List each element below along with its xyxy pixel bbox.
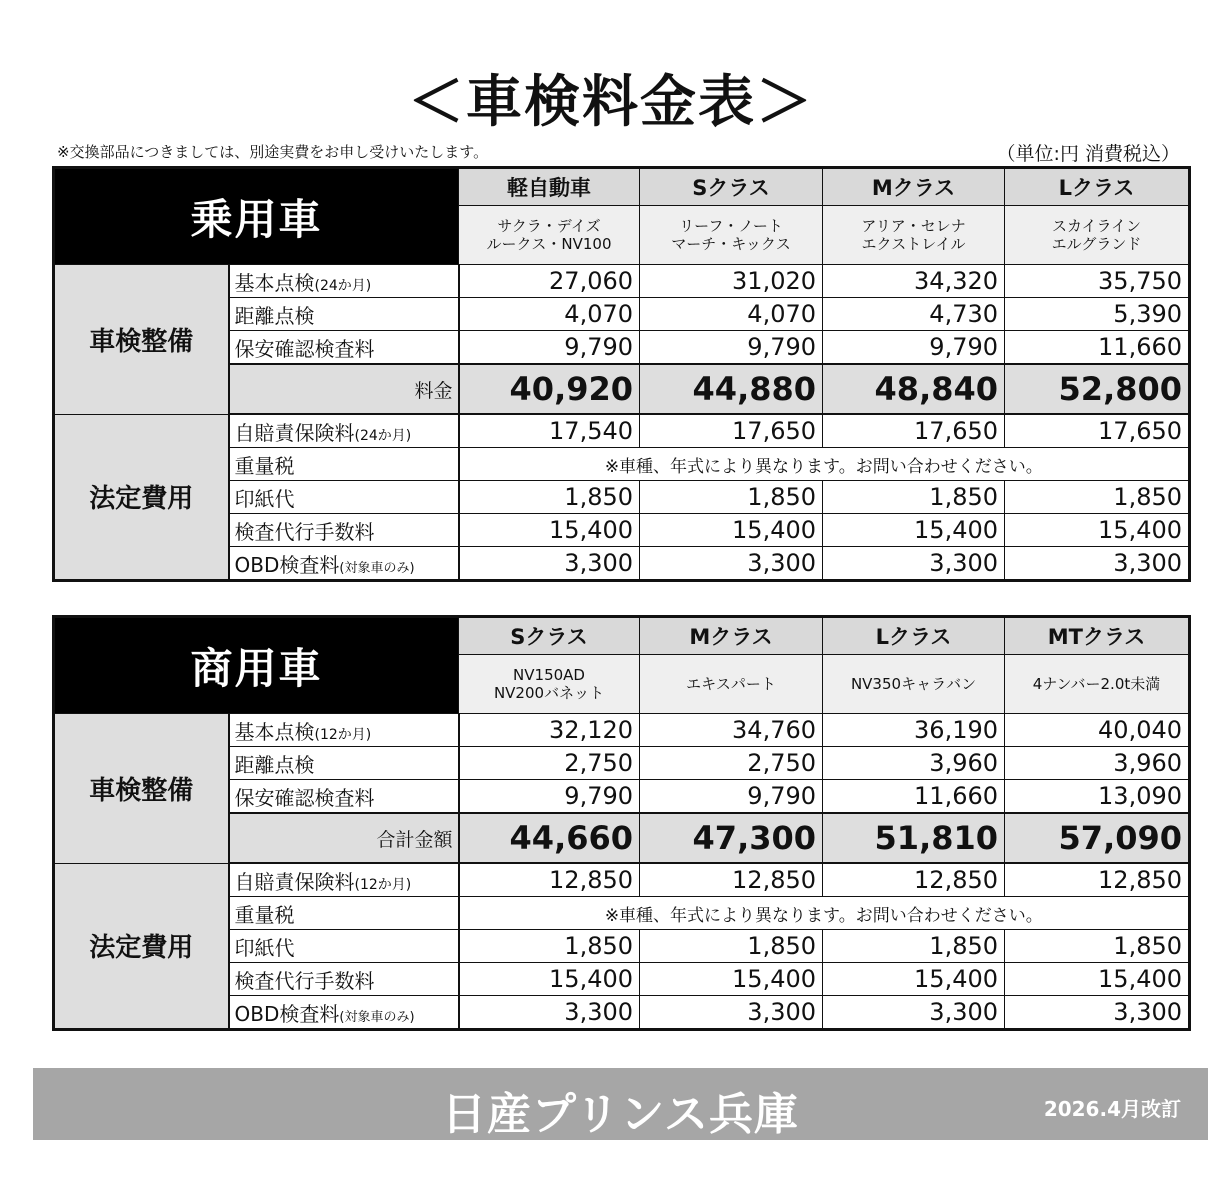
price-cell: 15,400	[459, 514, 640, 547]
price-cell: 15,400	[640, 514, 823, 547]
price-cell: 12,850	[640, 863, 823, 897]
row-label-text: OBD検査料	[234, 1001, 340, 1026]
row-label-text: 保安確認検査料	[234, 336, 375, 361]
price-cell: 34,760	[640, 714, 823, 747]
price-cell: 9,790	[640, 780, 823, 814]
price-table	[52, 166, 1191, 582]
price-cell: 9,790	[459, 780, 640, 814]
price-cell: 36,190	[823, 714, 1005, 747]
price-cell: 17,650	[823, 414, 1005, 448]
row-label-sub: (12か月)	[354, 876, 412, 893]
row-label	[229, 963, 459, 996]
model-name: NV200バネット	[493, 684, 605, 702]
row-label	[229, 265, 459, 298]
class-header: Sクラス	[459, 617, 640, 655]
price-cell: 34,320	[823, 265, 1005, 298]
row-label	[229, 331, 459, 365]
price-cell: 3,300	[640, 547, 823, 581]
row-label	[229, 714, 459, 747]
total-cell: 48,840	[823, 364, 1005, 414]
row-label	[229, 747, 459, 780]
vehicle-category: 乗用車	[54, 168, 459, 265]
model-names	[1005, 655, 1190, 714]
model-name: サクラ・デイズ	[497, 217, 601, 235]
price-cell: 11,660	[823, 780, 1005, 814]
row-label	[229, 996, 459, 1030]
price-cell: 35,750	[1005, 265, 1190, 298]
model-name: リーフ・ノート	[679, 217, 783, 235]
class-header: Sクラス	[640, 168, 823, 206]
price-cell: 15,400	[459, 963, 640, 996]
model-name: 4ナンバー2.0t未満	[1032, 675, 1161, 693]
row-label-sub: (対象車のみ)	[339, 1009, 415, 1025]
row-label-text: 自賠責保険料	[234, 869, 355, 894]
price-cell: 27,060	[459, 265, 640, 298]
row-label	[229, 514, 459, 547]
price-cell: 3,300	[459, 996, 640, 1030]
total-label: 合計金額	[229, 813, 459, 863]
price-cell: 9,790	[459, 331, 640, 365]
price-cell: 1,850	[1005, 481, 1190, 514]
row-label	[229, 897, 459, 930]
price-cell: 3,300	[823, 996, 1005, 1030]
price-cell: 15,400	[823, 514, 1005, 547]
price-cell: 13,090	[1005, 780, 1190, 814]
price-cell: 1,850	[823, 930, 1005, 963]
inquiry-note: ※車種、年式により異なります。お問い合わせください。	[459, 897, 1190, 930]
class-header: Mクラス	[823, 168, 1005, 206]
price-cell: 1,850	[823, 481, 1005, 514]
model-names	[459, 655, 640, 714]
price-cell: 1,850	[640, 930, 823, 963]
class-header: Lクラス	[1005, 168, 1190, 206]
price-cell: 17,650	[1005, 414, 1190, 448]
vehicle-category: 商用車	[54, 617, 459, 714]
group-label: 法定費用	[54, 863, 229, 1030]
model-name: ルークス・NV100	[486, 235, 612, 253]
price-cell: 31,020	[640, 265, 823, 298]
price-cell: 15,400	[640, 963, 823, 996]
row-label-text: 自賠責保険料	[234, 420, 355, 445]
parts-note: ※交換部品につきましては、別途実費をお申し受けいたします。	[57, 143, 489, 161]
row-label	[229, 863, 459, 897]
row-label-text: 距離点検	[234, 303, 315, 328]
row-label-sub: (24か月)	[354, 427, 412, 444]
price-cell: 3,300	[823, 547, 1005, 581]
footer-banner	[33, 1068, 1208, 1140]
price-cell: 40,040	[1005, 714, 1190, 747]
price-cell: 2,750	[640, 747, 823, 780]
row-label-sub: (24か月)	[314, 277, 372, 294]
price-cell: 3,960	[823, 747, 1005, 780]
price-cell: 9,790	[640, 331, 823, 365]
row-label-text: 保安確認検査料	[234, 785, 375, 810]
price-cell: 3,300	[640, 996, 823, 1030]
row-label-sub: (12か月)	[314, 726, 372, 743]
price-cell: 4,730	[823, 298, 1005, 331]
model-name: NV150AD	[513, 666, 585, 684]
total-cell: 44,880	[640, 364, 823, 414]
group-label: 車検整備	[54, 265, 229, 415]
unit-note: （単位:円 消費税込）	[996, 143, 1180, 165]
price-cell: 1,850	[1005, 930, 1190, 963]
total-label: 料金	[229, 364, 459, 414]
price-cell: 3,960	[1005, 747, 1190, 780]
price-cell: 4,070	[459, 298, 640, 331]
model-name: アリア・セレナ	[861, 217, 966, 235]
price-cell: 3,300	[1005, 547, 1190, 581]
model-names	[459, 206, 640, 265]
price-cell: 17,650	[640, 414, 823, 448]
row-label-text: 重量税	[234, 453, 295, 478]
price-cell: 12,850	[823, 863, 1005, 897]
price-cell: 1,850	[459, 481, 640, 514]
row-label-text: 重量税	[234, 902, 295, 927]
price-cell: 4,070	[640, 298, 823, 331]
row-label	[229, 930, 459, 963]
model-name: エクストレイル	[861, 235, 966, 253]
row-label	[229, 414, 459, 448]
total-cell: 52,800	[1005, 364, 1190, 414]
row-label	[229, 780, 459, 814]
class-header: 軽自動車	[459, 168, 640, 206]
row-label	[229, 298, 459, 331]
model-name: エキスパート	[686, 675, 776, 693]
price-cell: 1,850	[459, 930, 640, 963]
row-label-text: 基本点検	[234, 719, 315, 744]
revision-date: 2026.4月改訂	[1043, 1097, 1181, 1121]
model-name: スカイライン	[1051, 217, 1142, 235]
model-names	[823, 655, 1005, 714]
model-name: NV350キャラバン	[850, 675, 977, 693]
group-label: 車検整備	[54, 714, 229, 864]
model-names	[640, 655, 823, 714]
model-names	[640, 206, 823, 265]
row-label-text: 基本点検	[234, 270, 315, 295]
price-cell: 32,120	[459, 714, 640, 747]
price-cell: 9,790	[823, 331, 1005, 365]
total-cell: 57,090	[1005, 813, 1190, 863]
price-cell: 5,390	[1005, 298, 1190, 331]
group-label: 法定費用	[54, 414, 229, 581]
row-label	[229, 448, 459, 481]
price-cell: 12,850	[459, 863, 640, 897]
total-cell: 44,660	[459, 813, 640, 863]
row-label-text: OBD検査料	[234, 552, 340, 577]
model-name: エルグランド	[1051, 235, 1142, 253]
price-cell: 1,850	[640, 481, 823, 514]
row-label-text: 距離点検	[234, 752, 315, 777]
page-title: ＜車検料金表＞	[408, 70, 814, 135]
price-table	[52, 615, 1191, 1031]
row-label-text: 検査代行手数料	[234, 968, 375, 993]
row-label-text: 印紙代	[234, 486, 295, 511]
row-label-sub: (対象車のみ)	[339, 560, 415, 576]
row-label-text: 印紙代	[234, 935, 295, 960]
inquiry-note: ※車種、年式により異なります。お問い合わせください。	[459, 448, 1190, 481]
price-cell: 11,660	[1005, 331, 1190, 365]
class-header: Mクラス	[640, 617, 823, 655]
total-cell: 51,810	[823, 813, 1005, 863]
price-cell: 15,400	[823, 963, 1005, 996]
class-header: MTクラス	[1005, 617, 1190, 655]
price-cell: 17,540	[459, 414, 640, 448]
dealer-brand: 日産プリンス兵庫	[442, 1089, 799, 1140]
row-label-text: 検査代行手数料	[234, 519, 375, 544]
model-names	[1005, 206, 1190, 265]
price-cell: 12,850	[1005, 863, 1190, 897]
price-cell: 2,750	[459, 747, 640, 780]
row-label	[229, 481, 459, 514]
price-cell: 3,300	[1005, 996, 1190, 1030]
row-label	[229, 547, 459, 581]
total-cell: 40,920	[459, 364, 640, 414]
total-cell: 47,300	[640, 813, 823, 863]
model-names	[823, 206, 1005, 265]
price-cell: 15,400	[1005, 963, 1190, 996]
price-cell: 15,400	[1005, 514, 1190, 547]
price-cell: 3,300	[459, 547, 640, 581]
model-name: マーチ・キックス	[671, 235, 791, 253]
class-header: Lクラス	[823, 617, 1005, 655]
